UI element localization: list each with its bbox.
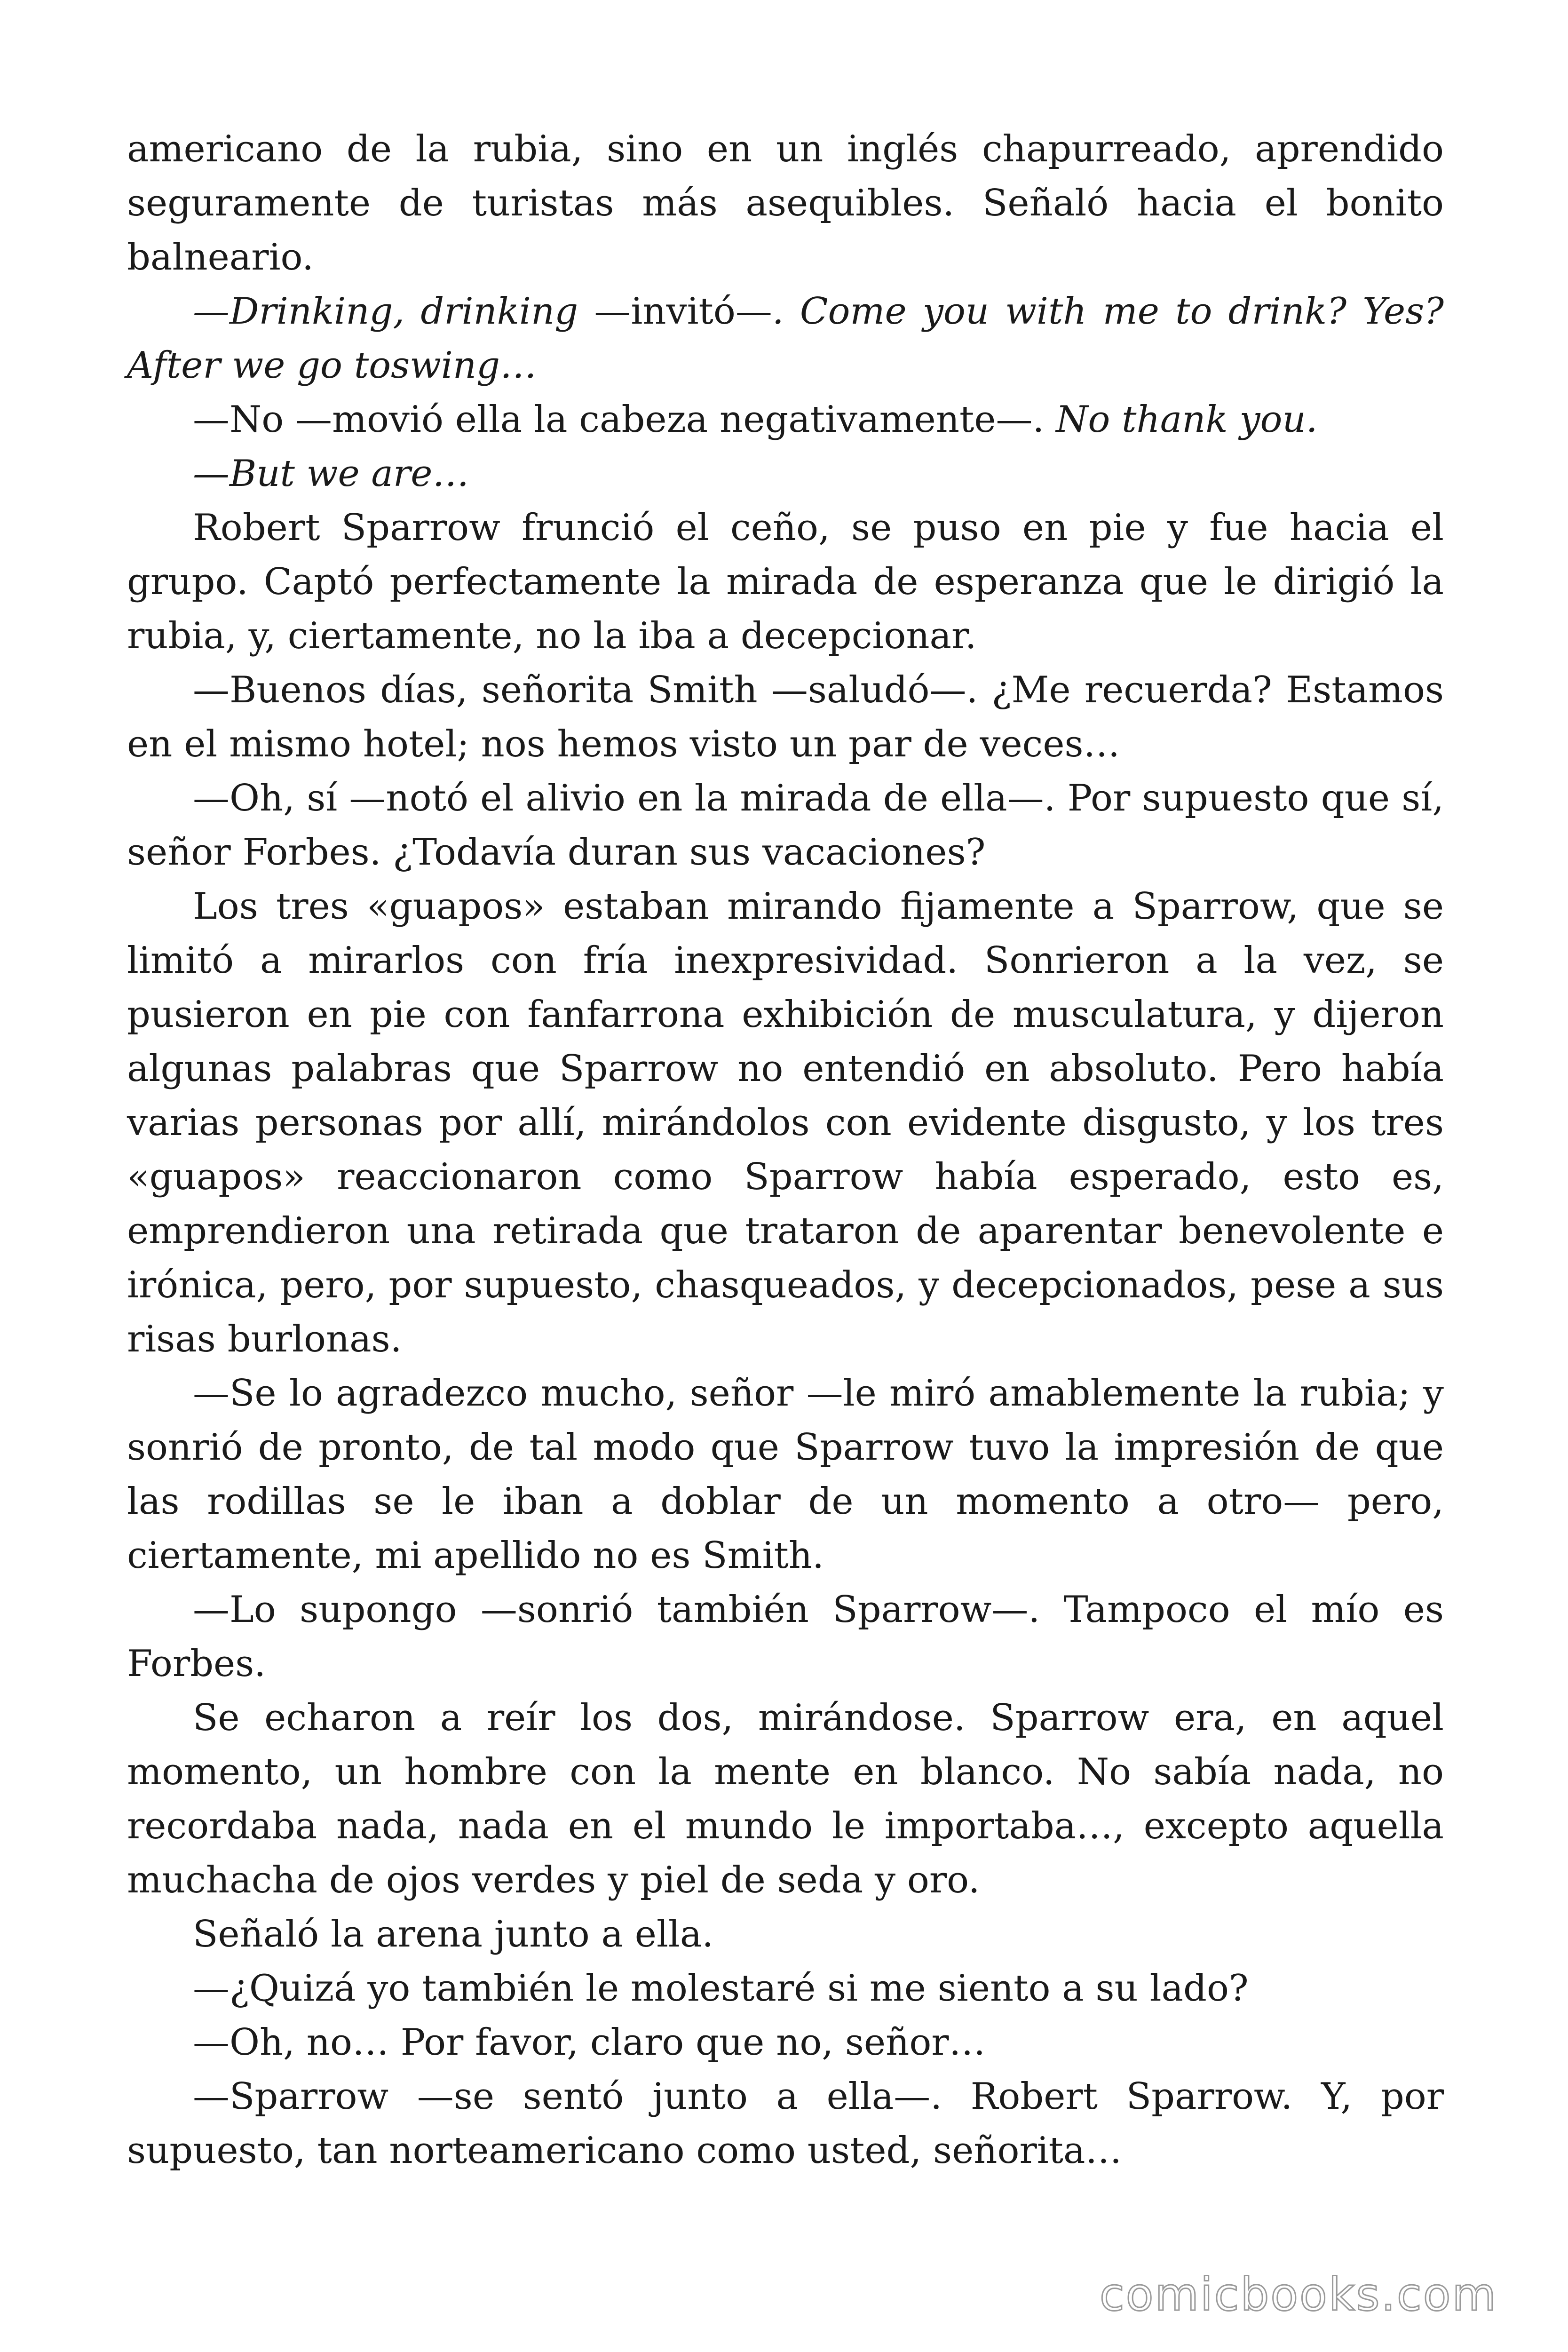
- text-run: —Se lo agradezco mucho, señor —le miró amablemente la rubia; y sonrió de pronto, de tal modo que Sparrow tuvo la impresión de que las rodillas se le iban a doblar de un momento a otro— pero, ciertamente, mi apellido no es Smith.: [127, 1372, 1444, 1577]
- paragraph: [127, 501, 1444, 663]
- text-run: Se echaron a reír los dos, mirándose. Sparrow era, en aquel momento, un hombre con la mente en blanco. No sabía nada, no recordaba nada, nada en el mundo le importaba…, excepto aquella muchacha de ojos verdes y piel de seda y oro.: [127, 1697, 1444, 1901]
- italic-text: —But we are…: [193, 453, 469, 495]
- paragraph: [127, 2070, 1444, 2178]
- paragraph: [127, 122, 1444, 285]
- paragraph: [127, 1962, 1444, 2016]
- paragraph: [127, 447, 1444, 501]
- paragraph: [127, 2016, 1444, 2070]
- paragraph: [127, 1907, 1444, 1962]
- text-run: americano de la rubia, sino en un inglés chapurreado, aprendido seguramente de turistas más asequibles. Señaló hacia el bonito balneario.: [127, 128, 1444, 278]
- text-run: —Oh, sí —notó el alivio en la mirada de ella—. Por supuesto que sí, señor Forbes. ¿Todavía duran sus vacaciones?: [127, 777, 1444, 874]
- italic-text: . Come you with me to drink? Yes? After we go toswing…: [127, 290, 1444, 387]
- text-run: —Lo supongo —sonrió también Sparrow—. Tampoco el mío es Forbes.: [127, 1589, 1444, 1685]
- text-run: Los tres «guapos» estaban mirando fijamente a Sparrow, que se limitó a mirarlos con fría inexpresividad. Sonrieron a la vez, se pusieron en pie con fanfarrona exhibición de musculatura, y dijeron algunas palabras que Sparrow no entendió en absoluto. Pero había varias personas por allí, mirándolos con evidente disgusto, y los tres «guapos» reaccionaron como Sparrow había esperado, esto es, emprendieron una retirada que trataron de aparentar benevolente e irónica, pero, por supuesto, chasqueados, y decepcionados, pese a sus risas burlonas.: [127, 885, 1444, 1360]
- text-run: —¿Quizá yo también le molestaré si me siento a su lado?: [193, 1967, 1249, 2010]
- paragraph: [127, 1691, 1444, 1907]
- italic-text: No thank you.: [1056, 398, 1318, 441]
- italic-text: —Drinking, drinking: [193, 290, 594, 333]
- text-run: Robert Sparrow frunció el ceño, se puso en pie y fue hacia el grupo. Captó perfectamente la mirada de esperanza que le dirigió la rubia, y, ciertamente, no la iba a decepcionar.: [127, 507, 1444, 657]
- paragraph: [127, 1583, 1444, 1691]
- text-run: —Sparrow —se sentó junto a ella—. Robert Sparrow. Y, por supuesto, tan norteamericano como usted, señorita…: [127, 2075, 1444, 2172]
- watermark-logo: comicbooks.com: [1099, 2268, 1497, 2321]
- text-run: —invitó—: [594, 290, 772, 333]
- paragraph: [127, 393, 1444, 447]
- text-run: —No —movió ella la cabeza negativamente—.: [193, 398, 1056, 441]
- paragraph: [127, 285, 1444, 393]
- book-page-text: [127, 122, 1444, 2178]
- paragraph: [127, 1367, 1444, 1583]
- text-run: Señaló la arena junto a ella.: [193, 1913, 714, 1955]
- text-run: —Buenos días, señorita Smith —saludó—. ¿Me recuerda? Estamos en el mismo hotel; nos hemos visto un par de veces…: [127, 669, 1444, 765]
- paragraph: [127, 771, 1444, 880]
- paragraph: [127, 880, 1444, 1367]
- paragraph: [127, 663, 1444, 771]
- text-run: —Oh, no… Por favor, claro que no, señor…: [193, 2021, 986, 2064]
